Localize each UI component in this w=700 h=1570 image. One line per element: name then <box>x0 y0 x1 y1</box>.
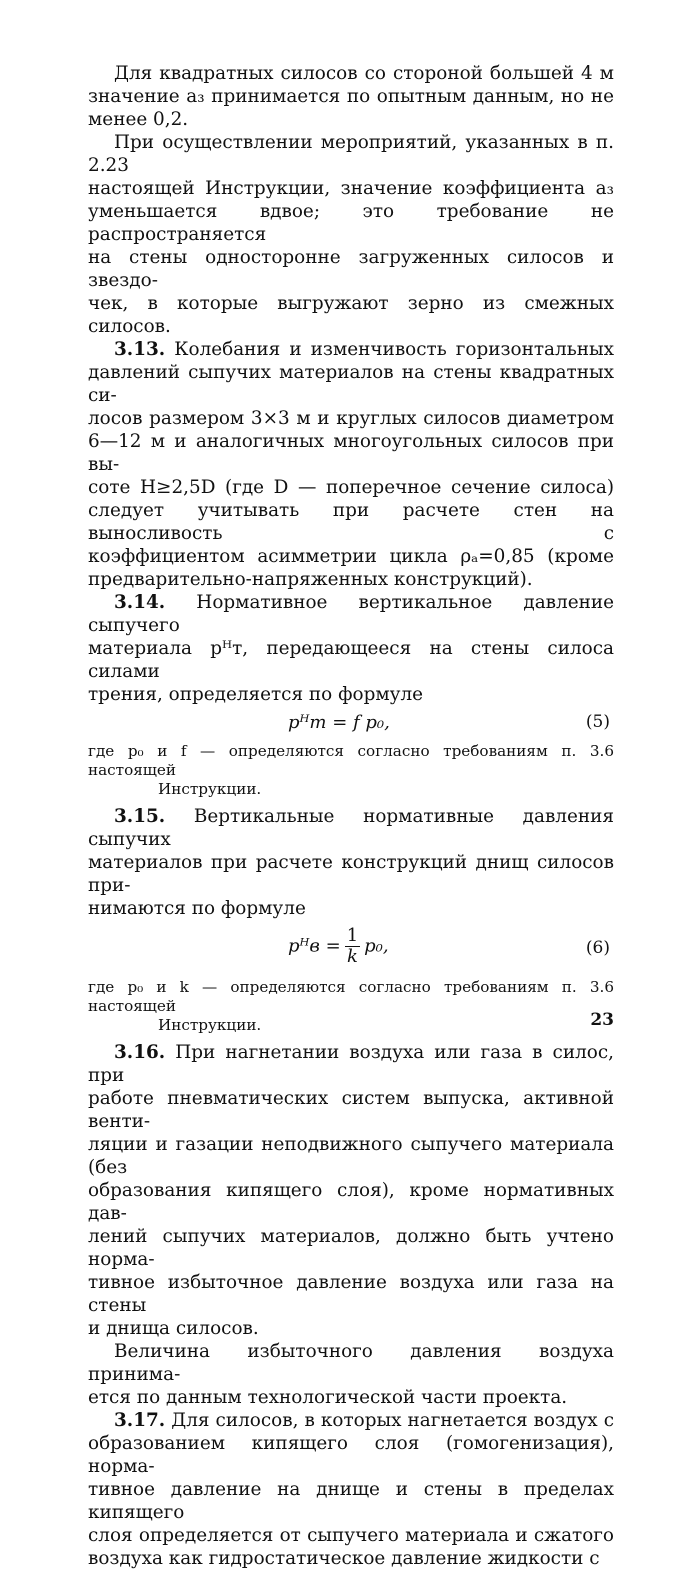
line-text: Колебания и изменчивость горизонтальных <box>165 339 614 360</box>
formula-expression: pᴴт = f p₀, <box>288 712 390 733</box>
section-number: 3.14. <box>114 592 166 613</box>
line-text: лосов размером 3×3 м и круглых силосов диаметром <box>88 408 614 429</box>
line-text: При нагнетании воздуха или газа в силос, при <box>88 1042 614 1086</box>
line-text: Для силосов, в которых нагнетается воздух с <box>165 1410 614 1431</box>
line-text: значение a₃ принимается по опытным данным, но не <box>88 86 614 107</box>
section-number: 3.15. <box>114 806 166 827</box>
page-number: 23 <box>590 1010 614 1030</box>
line-text: предварительно-напряженных конструкций). <box>88 569 533 590</box>
line-text: ляции и газации неподвижного сыпучего материала (без <box>88 1134 614 1178</box>
paragraph-line <box>88 851 614 897</box>
line-text: слоя определяется от сыпучего материала и сжатого <box>88 1525 614 1546</box>
formula-expression <box>288 926 389 967</box>
paragraph-line <box>88 683 614 706</box>
line-text: на стены односторонне загруженных силосов и звездо- <box>88 247 614 291</box>
paragraph-line <box>88 1317 614 1340</box>
paragraph-line <box>88 292 614 338</box>
paragraph-line <box>88 499 614 545</box>
paragraph-line <box>88 476 614 499</box>
formula-explanation: Инструкции. <box>158 780 262 798</box>
paragraph-line <box>88 1547 614 1570</box>
paragraph-line <box>88 1432 614 1478</box>
line-text: лений сыпучих материалов, должно быть учтено норма- <box>88 1226 614 1270</box>
paragraph-line <box>88 62 614 85</box>
paragraph-line <box>88 805 614 851</box>
paragraph-line <box>88 1409 614 1432</box>
paragraph-line <box>88 361 614 407</box>
formula-explanation: Инструкции. <box>158 1016 262 1034</box>
paragraph-line <box>88 338 614 361</box>
paragraph-line <box>88 1179 614 1225</box>
line-text: Нормативное вертикальное давление сыпучего <box>88 592 614 636</box>
paragraph-line <box>88 200 614 246</box>
line-text: и днища силосов. <box>88 1318 259 1339</box>
section-number: 3.16. <box>114 1042 166 1063</box>
paragraph-line <box>88 1133 614 1179</box>
paragraph-line <box>88 591 614 637</box>
fraction <box>345 926 360 967</box>
line-text: давлений сыпучих материалов на стены квадратных си- <box>88 362 614 406</box>
paragraph-line <box>88 108 614 131</box>
paragraph-line <box>88 568 614 591</box>
line-text: воздуха как гидростатическое давление жидкости с <box>88 1548 600 1569</box>
text-column <box>88 62 614 1570</box>
line-text: чек, в которые выгружают зерно из смежных силосов. <box>88 293 614 337</box>
line-text: работе пневматических систем выпуска, активной венти- <box>88 1088 614 1132</box>
line-text: тивное давление на днище и стены в пределах кипящего <box>88 1479 614 1523</box>
line-text: образования кипящего слоя), кроме нормативных дав- <box>88 1180 614 1224</box>
paragraph-line <box>88 1524 614 1547</box>
line-text: соте H≥2,5D (где D — поперечное сечение силоса) <box>88 477 614 498</box>
paragraph-line <box>88 545 614 568</box>
line-text: образованием кипящего слоя (гомогенизация), норма- <box>88 1433 614 1477</box>
formula-lhs: pᴴв = <box>288 935 341 957</box>
section-number: 3.13. <box>114 339 166 360</box>
line-text: 6—12 м и аналогичных многоугольных силосов при вы- <box>88 431 614 475</box>
line-text: настоящей Инструкции, значение коэффициента a₃ <box>88 178 614 199</box>
paragraph-line <box>88 177 614 200</box>
paragraph-line <box>88 1340 614 1386</box>
paragraph-line <box>88 246 614 292</box>
paragraph-line <box>88 1386 614 1409</box>
formula <box>88 706 614 742</box>
paragraph-line <box>88 1087 614 1133</box>
section-number: 3.17. <box>114 1410 166 1431</box>
line-text: материалов при расчете конструкций днищ силосов при- <box>88 852 614 896</box>
line-text: ется по данным технологической части проекта. <box>88 1387 568 1408</box>
line-text: трения, определяется по формуле <box>88 684 424 705</box>
formula-explanation: где p₀ и k — определяются согласно требованиям п. 3.6 настоящей <box>88 978 614 1015</box>
formula <box>88 920 614 978</box>
line-text: Величина избыточного давления воздуха принима- <box>88 1341 614 1385</box>
line-text: менее 0,2. <box>88 109 189 130</box>
formula-rhs: p₀, <box>364 935 389 957</box>
line-text: тивное избыточное давление воздуха или газа на стены <box>88 1272 614 1316</box>
fraction-denominator: k <box>346 946 358 967</box>
paragraph-line <box>88 897 614 920</box>
paragraph-line <box>88 1478 614 1524</box>
fraction-numerator: 1 <box>346 925 359 946</box>
line-text: Для квадратных силосов со стороной большей 4 м <box>114 63 614 84</box>
paragraph-line <box>88 131 614 177</box>
paragraph-line <box>88 1225 614 1271</box>
paragraph-line <box>88 637 614 683</box>
line-text: нимаются по формуле <box>88 898 306 919</box>
line-text: следует учитывать при расчете стен на выносливость с <box>88 500 614 544</box>
paragraph-line <box>88 1271 614 1317</box>
formula-number: (5) <box>585 712 610 732</box>
formula-number: (6) <box>585 938 610 958</box>
formula-explanation: где p₀ и f — определяются согласно требованиям п. 3.6 настоящей <box>88 742 614 779</box>
paragraph-line <box>88 430 614 476</box>
paragraph-line <box>88 407 614 430</box>
line-text: коэффициентом асимметрии цикла ρₐ=0,85 (кроме <box>88 546 614 567</box>
line-text: При осуществлении мероприятий, указанных в п. 2.23 <box>88 132 614 176</box>
line-text: материала pᴴт, передающееся на стены силоса силами <box>88 638 614 682</box>
paragraph-line <box>88 1041 614 1087</box>
paragraph-line <box>88 85 614 108</box>
line-text: уменьшается вдвое; это требование не распространяется <box>88 201 614 245</box>
line-text: Вертикальные нормативные давления сыпучих <box>88 806 614 850</box>
